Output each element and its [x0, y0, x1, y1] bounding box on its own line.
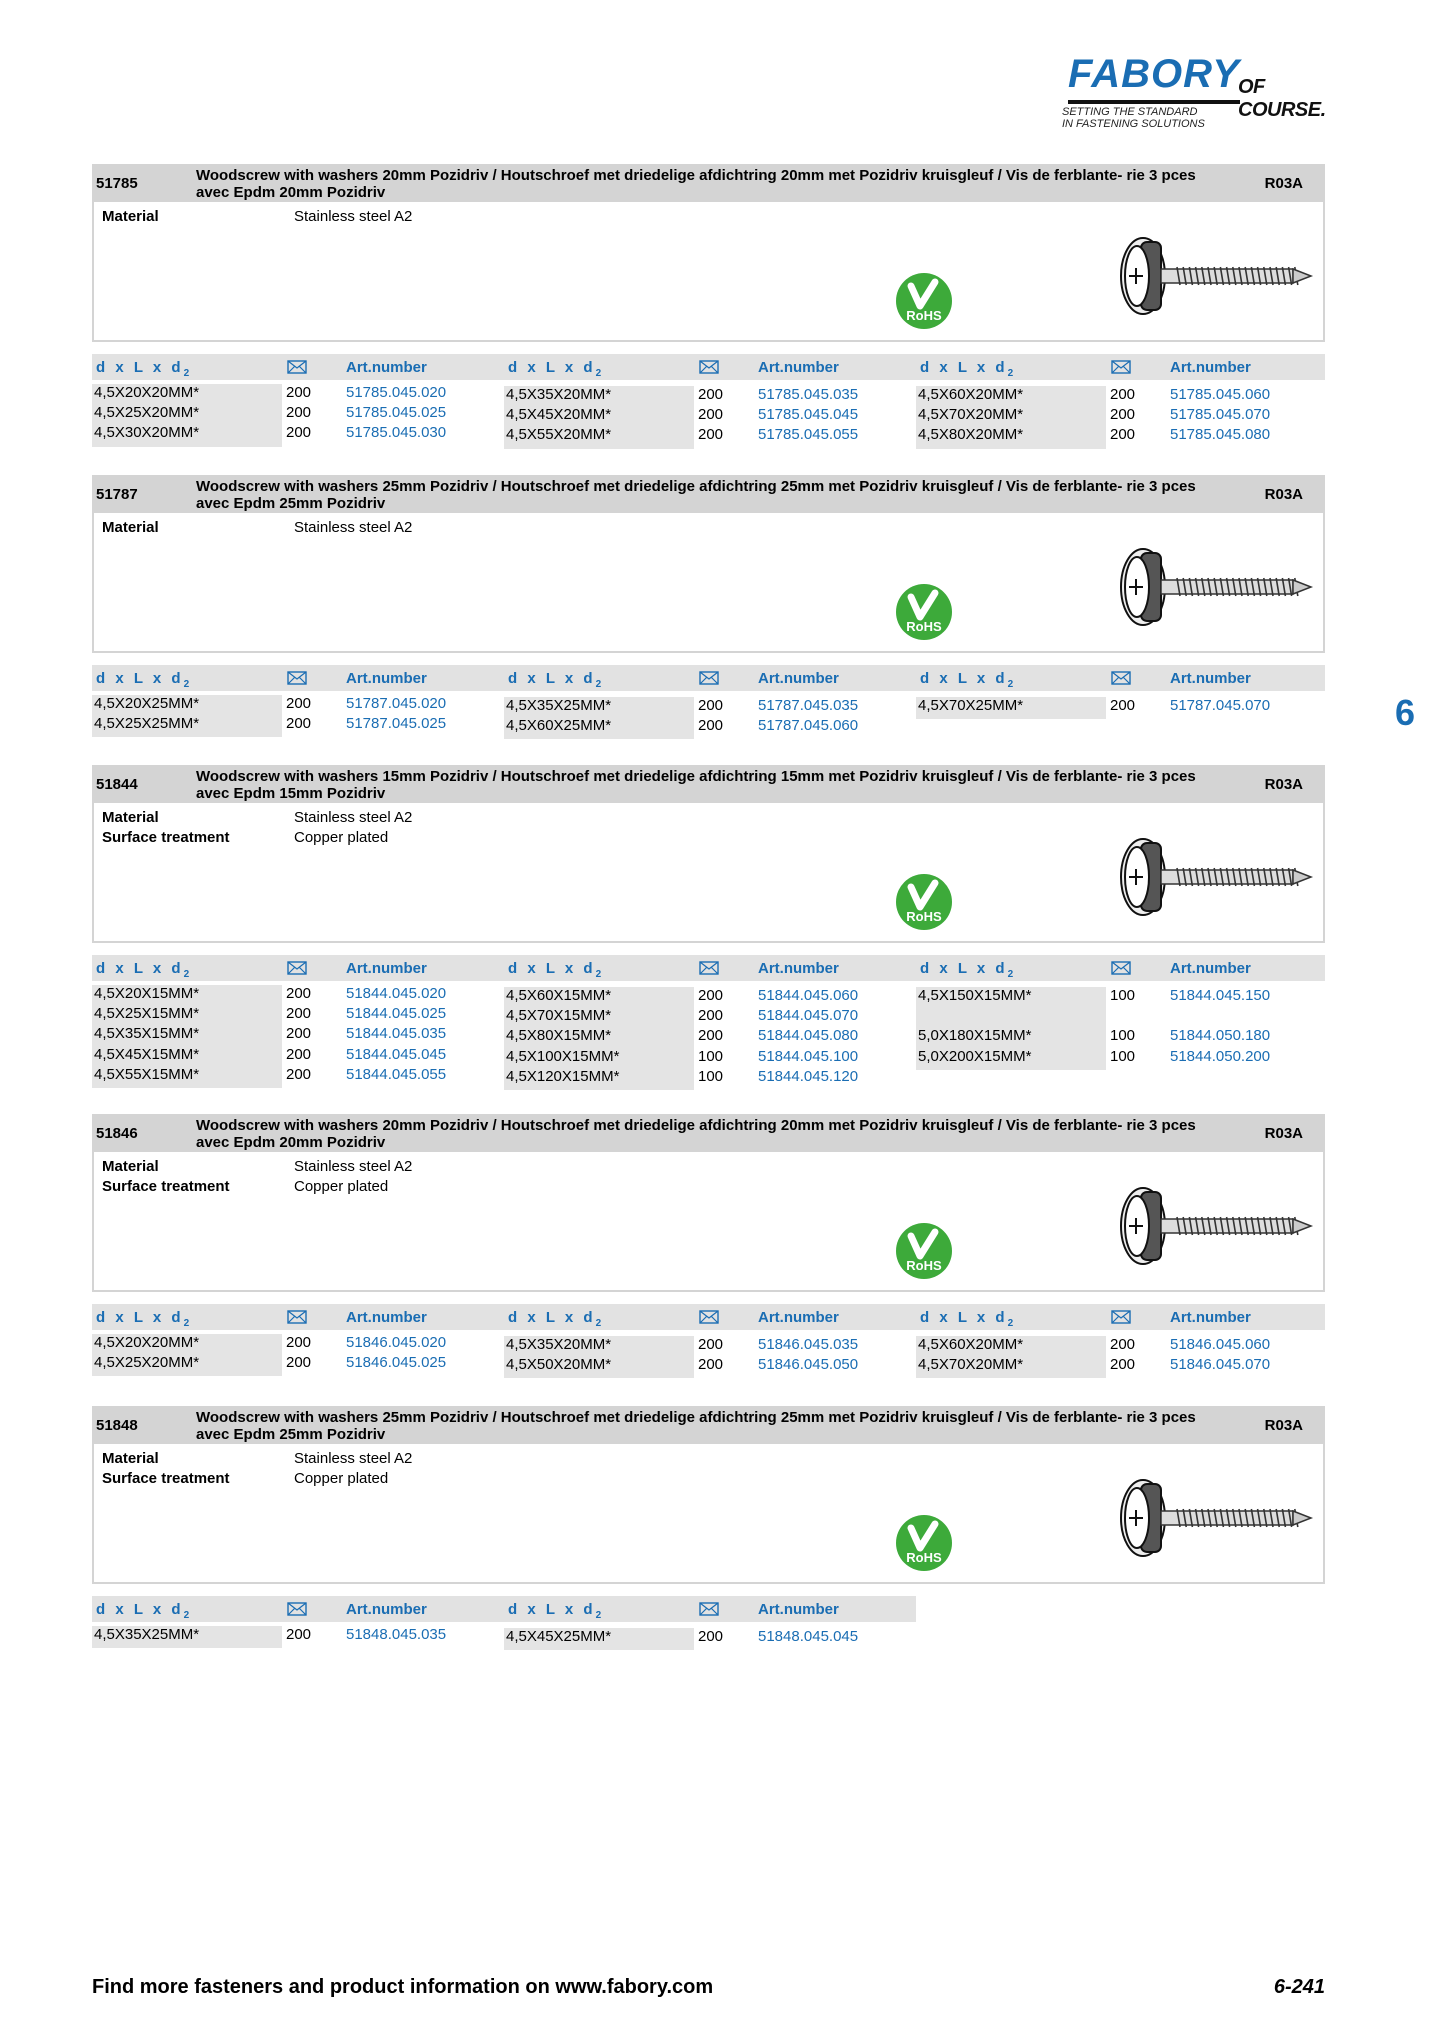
property-value: Copper plated	[294, 1178, 389, 1195]
row-quantity: 200	[286, 1025, 312, 1043]
header-dimensions-subscript: 2	[183, 679, 190, 690]
product-standard: R03A	[1264, 1125, 1303, 1142]
row-dimension: 4,5X70X20MM*	[918, 406, 1024, 424]
row-dimension: 4,5X20X20MM*	[94, 1334, 200, 1351]
row-dimension: 4,5X50X20MM*	[506, 1356, 612, 1374]
header-dimensions	[920, 960, 1013, 980]
header-art-number: Art.number	[758, 1309, 839, 1326]
property-value: Copper plated	[294, 829, 389, 846]
row-dimension: 4,5X60X20MM*	[918, 386, 1024, 403]
header-art-number: Art.number	[346, 1601, 427, 1618]
brand-slogan: OF COURSE.	[1238, 76, 1326, 121]
product-header	[92, 1114, 1325, 1152]
product-standard: R03A	[1264, 776, 1303, 793]
header-dimensions-label: d x L x d	[96, 960, 184, 977]
screw-drawing-icon	[1115, 232, 1315, 318]
rohs-label: RoHS	[906, 1258, 942, 1273]
header-art-number: Art.number	[346, 670, 427, 687]
property-value: Stainless steel A2	[294, 1158, 413, 1175]
row-dimension: 4,5X45X25MM*	[506, 1628, 612, 1645]
product-block	[92, 1114, 1325, 1374]
row-quantity: 100	[698, 1047, 724, 1065]
header-dimensions-subscript: 2	[595, 1318, 602, 1329]
row-art-number-link[interactable]: 51785.045.025	[346, 404, 447, 422]
row-quantity: 200	[698, 1007, 724, 1025]
rohs-badge-icon	[895, 272, 953, 330]
property-label: Surface treatment	[102, 1470, 230, 1487]
row-art-number-link[interactable]: 51844.045.070	[758, 1007, 859, 1025]
product-info-box	[92, 513, 1325, 653]
envelope-icon	[287, 961, 307, 975]
header-dimensions	[508, 960, 601, 980]
property-value: Stainless steel A2	[294, 208, 413, 225]
brand-name: FABORY	[1068, 52, 1240, 96]
table-header	[504, 1596, 916, 1622]
header-dimensions-subscript: 2	[1007, 368, 1014, 379]
header-dimensions-label: d x L x d	[508, 1601, 596, 1618]
property-value: Stainless steel A2	[294, 519, 413, 536]
row-quantity: 200	[698, 406, 724, 424]
row-quantity: 200	[698, 1336, 724, 1353]
header-art-number: Art.number	[758, 359, 839, 376]
property-value: Stainless steel A2	[294, 1450, 413, 1467]
header-dimensions-subscript: 2	[183, 1318, 190, 1329]
product-header	[92, 1406, 1325, 1444]
table-header	[92, 665, 504, 691]
row-art-number-link[interactable]: 51844.050.200	[1170, 1047, 1271, 1065]
row-dimension: 4,5X70X25MM*	[918, 697, 1024, 714]
row-dimension: 4,5X60X20MM*	[918, 1336, 1024, 1353]
table-header	[504, 955, 916, 981]
envelope-icon	[287, 1602, 307, 1616]
brand-underline	[1068, 100, 1240, 104]
header-dimensions-subscript: 2	[183, 368, 190, 379]
brand-tagline-line-2: IN FASTENING SOLUTIONS	[1062, 118, 1205, 130]
header-dimensions	[920, 359, 1013, 379]
product-standard: R03A	[1264, 175, 1303, 192]
product-info-box	[92, 1444, 1325, 1584]
section-tab: 6	[1395, 692, 1416, 733]
row-art-number-link[interactable]: 51846.045.070	[1170, 1356, 1271, 1374]
product-title: Woodscrew with washers 15mm Pozidriv / Houtschroef met driedelige afdichtring 15mm met Pozidriv kruisgleuf / Vis de ferblante- rie 3 pces avec Epdm 15mm Pozidriv	[196, 768, 1196, 802]
product-code: 51846	[96, 1125, 138, 1142]
product-title: Woodscrew with washers 25mm Pozidriv / Houtschroef met driedelige afdichtring 25mm met Pozidriv kruisgleuf / Vis de ferblante- rie 3 pces avec Epdm 25mm Pozidriv	[196, 1409, 1196, 1443]
product-info-box	[92, 803, 1325, 943]
row-art-number-link[interactable]: 51844.045.045	[346, 1045, 447, 1063]
property-label: Material	[102, 208, 159, 225]
row-art-number-link[interactable]: 51846.045.035	[758, 1336, 859, 1353]
table-header	[916, 955, 1325, 981]
row-dimension: 4,5X35X25MM*	[94, 1626, 200, 1643]
product-info-box	[92, 202, 1325, 342]
row-art-number-link[interactable]: 51848.045.035	[346, 1626, 447, 1643]
row-dimension: 4,5X80X20MM*	[918, 426, 1024, 444]
header-dimensions-label: d x L x d	[920, 1309, 1008, 1326]
row-quantity: 200	[1110, 386, 1136, 403]
row-quantity: 200	[286, 1045, 312, 1063]
header-dimensions	[508, 670, 601, 690]
row-quantity: 200	[1110, 1356, 1136, 1374]
product-block	[92, 1406, 1325, 1645]
row-quantity: 200	[286, 1334, 312, 1351]
row-art-number-link[interactable]: 51785.045.055	[758, 426, 859, 444]
header-dimensions-subscript: 2	[183, 969, 190, 980]
row-quantity: 200	[698, 987, 724, 1004]
row-dimension: 4,5X25X25MM*	[94, 715, 200, 733]
row-quantity: 200	[698, 717, 724, 735]
row-quantity: 200	[286, 1065, 312, 1083]
header-dimensions-subscript: 2	[595, 368, 602, 379]
row-art-number-link[interactable]: 51844.045.025	[346, 1005, 447, 1023]
row-dimension: 4,5X20X20MM*	[94, 384, 200, 401]
rohs-label: RoHS	[906, 308, 942, 323]
envelope-icon	[699, 1602, 719, 1616]
header-dimensions-label: d x L x d	[96, 1601, 184, 1618]
row-quantity: 100	[1110, 1027, 1136, 1045]
table-header	[916, 665, 1325, 691]
row-art-number-link[interactable]: 51846.045.020	[346, 1334, 447, 1351]
header-art-number: Art.number	[758, 670, 839, 687]
row-quantity: 200	[286, 384, 312, 401]
row-art-number-link[interactable]: 51844.045.055	[346, 1065, 447, 1083]
header-dimensions-label: d x L x d	[508, 1309, 596, 1326]
row-quantity: 200	[698, 1356, 724, 1374]
row-art-number-link[interactable]: 51846.045.060	[1170, 1336, 1271, 1353]
row-quantity: 200	[698, 386, 724, 403]
product-standard: R03A	[1264, 1417, 1303, 1434]
row-art-number-link[interactable]: 51785.045.035	[758, 386, 859, 403]
envelope-icon	[287, 1310, 307, 1324]
row-dimension: 4,5X25X15MM*	[94, 1005, 200, 1023]
brand-tagline	[1062, 106, 1205, 130]
envelope-icon	[699, 671, 719, 685]
property-label: Surface treatment	[102, 829, 230, 846]
row-dimension: 4,5X35X25MM*	[506, 697, 612, 714]
header-art-number: Art.number	[1170, 960, 1251, 977]
header-dimensions	[96, 1601, 189, 1621]
row-quantity: 200	[698, 426, 724, 444]
property-label: Material	[102, 519, 159, 536]
rohs-badge-icon	[895, 583, 953, 641]
header-dimensions-label: d x L x d	[96, 359, 184, 376]
row-dimension: 4,5X100X15MM*	[506, 1047, 620, 1065]
row-dimension: 4,5X150X15MM*	[918, 987, 1032, 1004]
row-art-number-link[interactable]: 51785.045.030	[346, 424, 447, 442]
rohs-label: RoHS	[906, 1550, 942, 1565]
header-dimensions-label: d x L x d	[920, 670, 1008, 687]
header-dimensions-label: d x L x d	[920, 960, 1008, 977]
property-label: Material	[102, 1158, 159, 1175]
screw-drawing-icon	[1115, 1474, 1315, 1560]
header-art-number: Art.number	[1170, 359, 1251, 376]
row-quantity: 200	[1110, 426, 1136, 444]
table-header	[92, 1596, 504, 1622]
header-dimensions	[96, 670, 189, 690]
header-dimensions-subscript: 2	[595, 969, 602, 980]
header-dimensions	[96, 1309, 189, 1329]
header-art-number: Art.number	[346, 960, 427, 977]
header-dimensions-label: d x L x d	[508, 960, 596, 977]
header-dimensions	[920, 670, 1013, 690]
row-dimension: 4,5X20X25MM*	[94, 695, 200, 712]
row-art-number-link[interactable]: 51787.045.020	[346, 695, 447, 712]
row-dimension: 4,5X30X20MM*	[94, 424, 200, 442]
row-art-number-link[interactable]: 51785.045.020	[346, 384, 447, 401]
row-dimension: 4,5X45X20MM*	[506, 406, 612, 424]
row-dimension: 4,5X35X15MM*	[94, 1025, 200, 1043]
row-dimension: 4,5X35X20MM*	[506, 386, 612, 403]
property-label: Material	[102, 809, 159, 826]
row-dimension: 4,5X25X20MM*	[94, 1354, 200, 1372]
header-dimensions-label: d x L x d	[508, 670, 596, 687]
screw-drawing-icon	[1115, 833, 1315, 919]
row-art-number-link[interactable]: 51844.050.180	[1170, 1027, 1271, 1045]
header-dimensions-subscript: 2	[1007, 969, 1014, 980]
envelope-icon	[287, 671, 307, 685]
row-dimension: 4,5X60X15MM*	[506, 987, 612, 1004]
row-quantity: 200	[1110, 1336, 1136, 1353]
screw-drawing-icon	[1115, 543, 1315, 629]
row-quantity: 200	[698, 1628, 724, 1645]
product-standard: R03A	[1264, 486, 1303, 503]
screw-drawing-icon	[1115, 1182, 1315, 1268]
table-header	[504, 1304, 916, 1330]
row-quantity: 100	[698, 1067, 724, 1085]
envelope-icon	[699, 961, 719, 975]
header-dimensions-subscript: 2	[595, 1610, 602, 1621]
product-code: 51787	[96, 486, 138, 503]
property-label: Material	[102, 1450, 159, 1467]
row-quantity: 200	[698, 1027, 724, 1045]
header-dimensions	[96, 960, 189, 980]
rohs-badge-icon	[895, 873, 953, 931]
product-header	[92, 475, 1325, 513]
product-title: Woodscrew with washers 20mm Pozidriv / Houtschroef met driedelige afdichtring 20mm met Pozidriv kruisgleuf / Vis de ferblante- rie 3 pces avec Epdm 20mm Pozidriv	[196, 1117, 1196, 1151]
header-dimensions	[920, 1309, 1013, 1329]
row-art-number-link[interactable]: 51787.045.035	[758, 697, 859, 714]
envelope-icon	[699, 360, 719, 374]
header-dimensions	[508, 1601, 601, 1621]
product-title: Woodscrew with washers 25mm Pozidriv / Houtschroef met driedelige afdichtring 25mm met Pozidriv kruisgleuf / Vis de ferblante- rie 3 pces avec Epdm 25mm Pozidriv	[196, 478, 1196, 512]
row-dimension: 4,5X55X20MM*	[506, 426, 612, 444]
row-art-number-link[interactable]: 51846.045.050	[758, 1356, 859, 1374]
header-dimensions-subscript: 2	[1007, 679, 1014, 690]
rohs-badge-icon	[895, 1222, 953, 1280]
row-art-number-link[interactable]: 51844.045.120	[758, 1067, 859, 1085]
product-title: Woodscrew with washers 20mm Pozidriv / Houtschroef met driedelige afdichtring 20mm met Pozidriv kruisgleuf / Vis de ferblante- rie 3 pces avec Epdm 20mm Pozidriv	[196, 167, 1196, 201]
envelope-icon	[1111, 360, 1131, 374]
header-art-number: Art.number	[346, 1309, 427, 1326]
row-quantity: 200	[286, 424, 312, 442]
row-dimension: 4,5X35X20MM*	[506, 1336, 612, 1353]
table-header	[504, 354, 916, 380]
product-code: 51848	[96, 1417, 138, 1434]
row-quantity: 200	[1110, 697, 1136, 714]
row-quantity: 200	[286, 404, 312, 422]
envelope-icon	[699, 1310, 719, 1324]
row-dimension: 5,0X180X15MM*	[918, 1027, 1032, 1045]
property-value: Stainless steel A2	[294, 809, 413, 826]
product-header	[92, 164, 1325, 202]
row-art-number-link[interactable]: 51785.045.080	[1170, 426, 1271, 444]
product-code: 51785	[96, 175, 138, 192]
row-quantity: 200	[286, 1626, 312, 1643]
header-dimensions-subscript: 2	[595, 679, 602, 690]
row-art-number-link[interactable]: 51844.045.100	[758, 1047, 859, 1065]
table-header	[92, 1304, 504, 1330]
row-dimension: 4,5X70X20MM*	[918, 1356, 1024, 1374]
row-art-number-link[interactable]: 51844.045.150	[1170, 987, 1271, 1004]
header-dimensions-subscript: 2	[183, 1610, 190, 1621]
row-art-number-link[interactable]: 51846.045.025	[346, 1354, 447, 1372]
product-block	[92, 475, 1325, 735]
page-number: 6-241	[1273, 1976, 1325, 1998]
row-art-number-link[interactable]: 51785.045.060	[1170, 386, 1271, 403]
product-info-box	[92, 1152, 1325, 1292]
row-dimension: 5,0X200X15MM*	[918, 1047, 1032, 1065]
brand-logo	[1060, 52, 1350, 132]
header-dimensions	[508, 1309, 601, 1329]
rohs-label: RoHS	[906, 909, 942, 924]
row-art-number-link[interactable]: 51848.045.045	[758, 1628, 859, 1645]
product-header	[92, 765, 1325, 803]
row-dimension: 4,5X45X15MM*	[94, 1045, 200, 1063]
product-code: 51844	[96, 776, 138, 793]
table-header	[504, 665, 916, 691]
header-art-number: Art.number	[346, 359, 427, 376]
row-quantity: 100	[1110, 987, 1136, 1004]
header-dimensions-subscript: 2	[1007, 1318, 1014, 1329]
row-quantity: 200	[698, 697, 724, 714]
row-dimension: 4,5X55X15MM*	[94, 1065, 200, 1083]
header-art-number: Art.number	[758, 1601, 839, 1618]
table-header	[916, 354, 1325, 380]
header-dimensions	[508, 359, 601, 379]
row-art-number-link[interactable]: 51787.045.025	[346, 715, 447, 733]
row-art-number-link[interactable]: 51844.045.060	[758, 987, 859, 1004]
row-dimension: 4,5X20X15MM*	[94, 985, 200, 1002]
header-dimensions-label: d x L x d	[96, 1309, 184, 1326]
header-art-number: Art.number	[1170, 670, 1251, 687]
row-dimension: 4,5X80X15MM*	[506, 1027, 612, 1045]
header-dimensions	[96, 359, 189, 379]
row-art-number-link[interactable]: 51785.045.070	[1170, 406, 1271, 424]
rohs-label: RoHS	[906, 619, 942, 634]
row-dimension: 4,5X25X20MM*	[94, 404, 200, 422]
row-quantity: 200	[286, 1005, 312, 1023]
brand-tagline-line-1: SETTING THE STANDARD	[1062, 106, 1198, 118]
row-art-number-link[interactable]: 51787.045.060	[758, 717, 859, 735]
table-header	[92, 955, 504, 981]
footer-text: Find more fasteners and product information on www.fabory.com	[92, 1976, 714, 1998]
product-block	[92, 164, 1325, 444]
row-quantity: 200	[286, 1354, 312, 1372]
row-art-number-link[interactable]: 51787.045.070	[1170, 697, 1271, 714]
header-art-number: Art.number	[758, 960, 839, 977]
rohs-badge-icon	[895, 1514, 953, 1572]
row-art-number-link[interactable]: 51844.045.080	[758, 1027, 859, 1045]
product-block	[92, 765, 1325, 1085]
row-dimension: 4,5X70X15MM*	[506, 1007, 612, 1025]
header-art-number: Art.number	[1170, 1309, 1251, 1326]
row-dimension: 4,5X60X25MM*	[506, 717, 612, 735]
row-quantity: 200	[1110, 406, 1136, 424]
envelope-icon	[1111, 671, 1131, 685]
row-quantity: 100	[1110, 1047, 1136, 1065]
property-label: Surface treatment	[102, 1178, 230, 1195]
envelope-icon	[287, 360, 307, 374]
row-art-number-link[interactable]: 51844.045.035	[346, 1025, 447, 1043]
row-quantity: 200	[286, 985, 312, 1002]
header-dimensions-label: d x L x d	[920, 359, 1008, 376]
property-value: Copper plated	[294, 1470, 389, 1487]
row-art-number-link[interactable]: 51785.045.045	[758, 406, 859, 424]
row-art-number-link[interactable]: 51844.045.020	[346, 985, 447, 1002]
envelope-icon	[1111, 1310, 1131, 1324]
table-header	[916, 1304, 1325, 1330]
row-quantity: 200	[286, 715, 312, 733]
header-dimensions-label: d x L x d	[96, 670, 184, 687]
header-dimensions-label: d x L x d	[508, 359, 596, 376]
row-quantity: 200	[286, 695, 312, 712]
envelope-icon	[1111, 961, 1131, 975]
row-dimension: 4,5X120X15MM*	[506, 1067, 620, 1085]
table-header	[92, 354, 504, 380]
